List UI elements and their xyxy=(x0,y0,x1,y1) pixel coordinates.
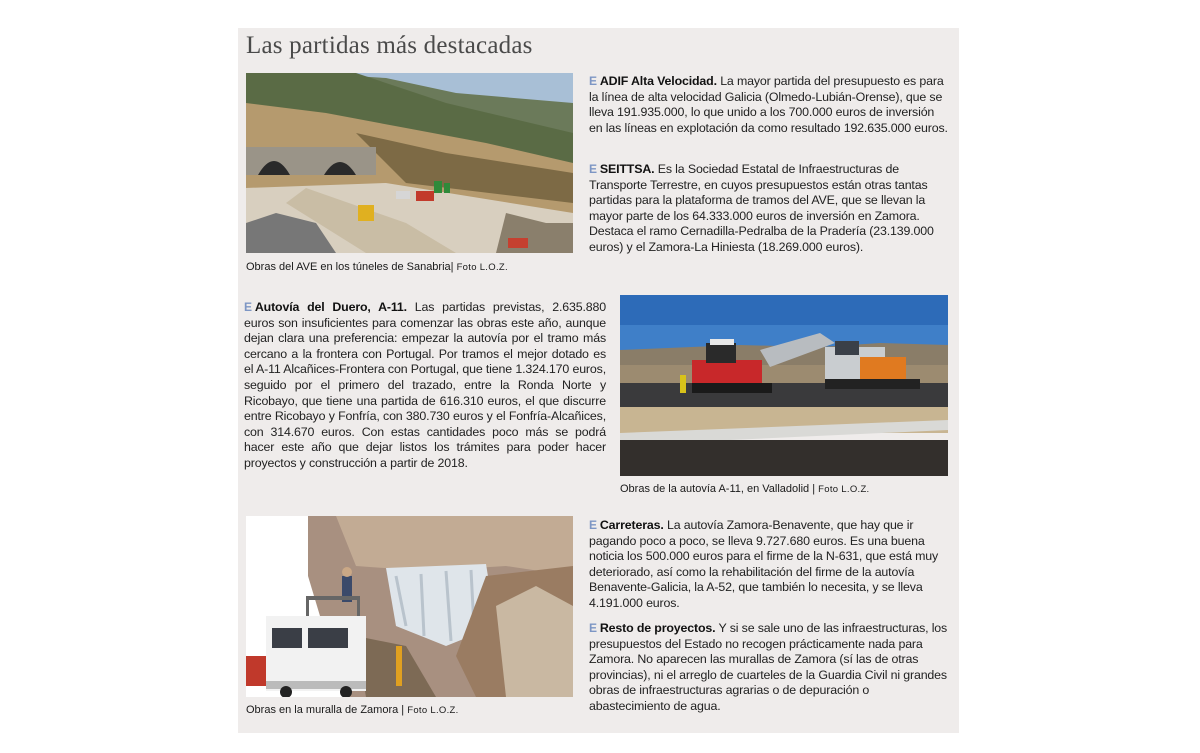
section-text: Y si se sale uno de las infraestructuras, los presupuestos del Estado no recogen prácticamente nada para Zamora. No aparecen las murallas de Zamora (sí las de otras provincias), ni el arreglo de cuarteles de la Guardia Civil ni grandes obras de infraestructuras agrarias o de depuración o abastecimiento de agua. xyxy=(589,621,948,713)
bullet-icon: E xyxy=(589,518,597,532)
section-adif xyxy=(589,74,950,136)
bullet-icon: E xyxy=(589,621,597,635)
caption-text: Obras del AVE en los túneles de Sanabria xyxy=(246,261,451,273)
photo-ave-tunnels xyxy=(246,73,573,253)
caption-separator: | xyxy=(398,704,408,716)
photo-caption-zamora xyxy=(246,704,459,716)
section-heading: Autovía del Duero, A-11. xyxy=(254,300,407,314)
photo-caption-a11 xyxy=(620,483,870,495)
photo-zamora-wall xyxy=(246,516,573,697)
section-carreteras xyxy=(589,518,950,612)
section-heading: Carreteras. xyxy=(599,518,664,532)
bullet-icon: E xyxy=(589,74,597,88)
caption-separator: | xyxy=(809,483,819,495)
section-autovia-duero xyxy=(244,300,606,472)
bullet-icon: E xyxy=(244,300,252,314)
bullet-icon: E xyxy=(589,162,597,176)
section-seittsa xyxy=(589,162,950,256)
section-text: Las partidas previstas, 2.635.880 euros son insuficientes para comenzar las obras este año, aunque dejan clara una preferencia: empezar la autovía por el tramo más cercano a la frontera con Portugal. Por tramos el mejor dotado es el A-11 Alcañices-Frontera con Portugal, que tiene 1.324.170 euros, seguido por el primero del trazado, entre la Ronda Norte y Ricobayo, que tiene una partida de 616.310 euros, el que discurre entre Ricobayo y Fonfría, con 380.730 euros y el Fonfría-Alcañices, con 314.670 euros. Con estas cantidades poco más se podrá hacer este año que dejar listos los trámites para poder hacer proyectos y construcción a partir de 2018. xyxy=(244,300,606,470)
article-title: Las partidas más destacadas xyxy=(246,32,533,59)
photo-a11-roadworks xyxy=(620,295,948,476)
caption-text: Obras de la autovía A-11, en Valladolid xyxy=(620,483,810,495)
section-heading: SEITTSA. xyxy=(599,162,655,176)
article-panel xyxy=(238,28,959,733)
photo-credit: Foto L.O.Z. xyxy=(456,262,508,273)
section-text: La autovía Zamora-Benavente, que hay que ir pagando poco a poco, se lleva 9.727.680 euros. Es una buena noticia los 500.000 euros para el firme de la N-631, que está muy deteriorado, así como la rehabilitación del firme de la autovía Benavente-Galicia, la A-52, que también lo necesita, y se lleva 4.191.000 euros. xyxy=(589,518,939,610)
photo-caption-ave xyxy=(246,261,508,273)
section-heading: ADIF Alta Velocidad. xyxy=(599,74,717,88)
section-text: Es la Sociedad Estatal de Infraestructuras de Transporte Terrestre, en cuyos presupuestos están otras tantas partidas para la plataforma de tramos del AVE, que se llevan la mayor parte de los 64.333.000 euros de inversión en Zamora. Destaca el ramo Cernadilla-Pedralba de la Pradería (23.139.000 euros) y el Zamora-La Hiniesta (18.269.000 euros). xyxy=(589,162,934,254)
photo-credit: Foto L.O.Z. xyxy=(407,705,459,716)
photo-credit: Foto L.O.Z. xyxy=(818,484,870,495)
section-resto-proyectos xyxy=(589,621,950,715)
section-heading: Resto de proyectos. xyxy=(599,621,716,635)
caption-separator: | xyxy=(450,261,457,273)
caption-text: Obras en la muralla de Zamora xyxy=(246,704,399,716)
section-text: La mayor partida del presupuesto es para la línea de alta velocidad Galicia (Olmedo-Lubián-Orense), que se lleva 191.935.000, lo que unido a los 700.000 euros de inversión en las líneas en explotación da como resultado 192.635.000 euros. xyxy=(589,74,948,135)
